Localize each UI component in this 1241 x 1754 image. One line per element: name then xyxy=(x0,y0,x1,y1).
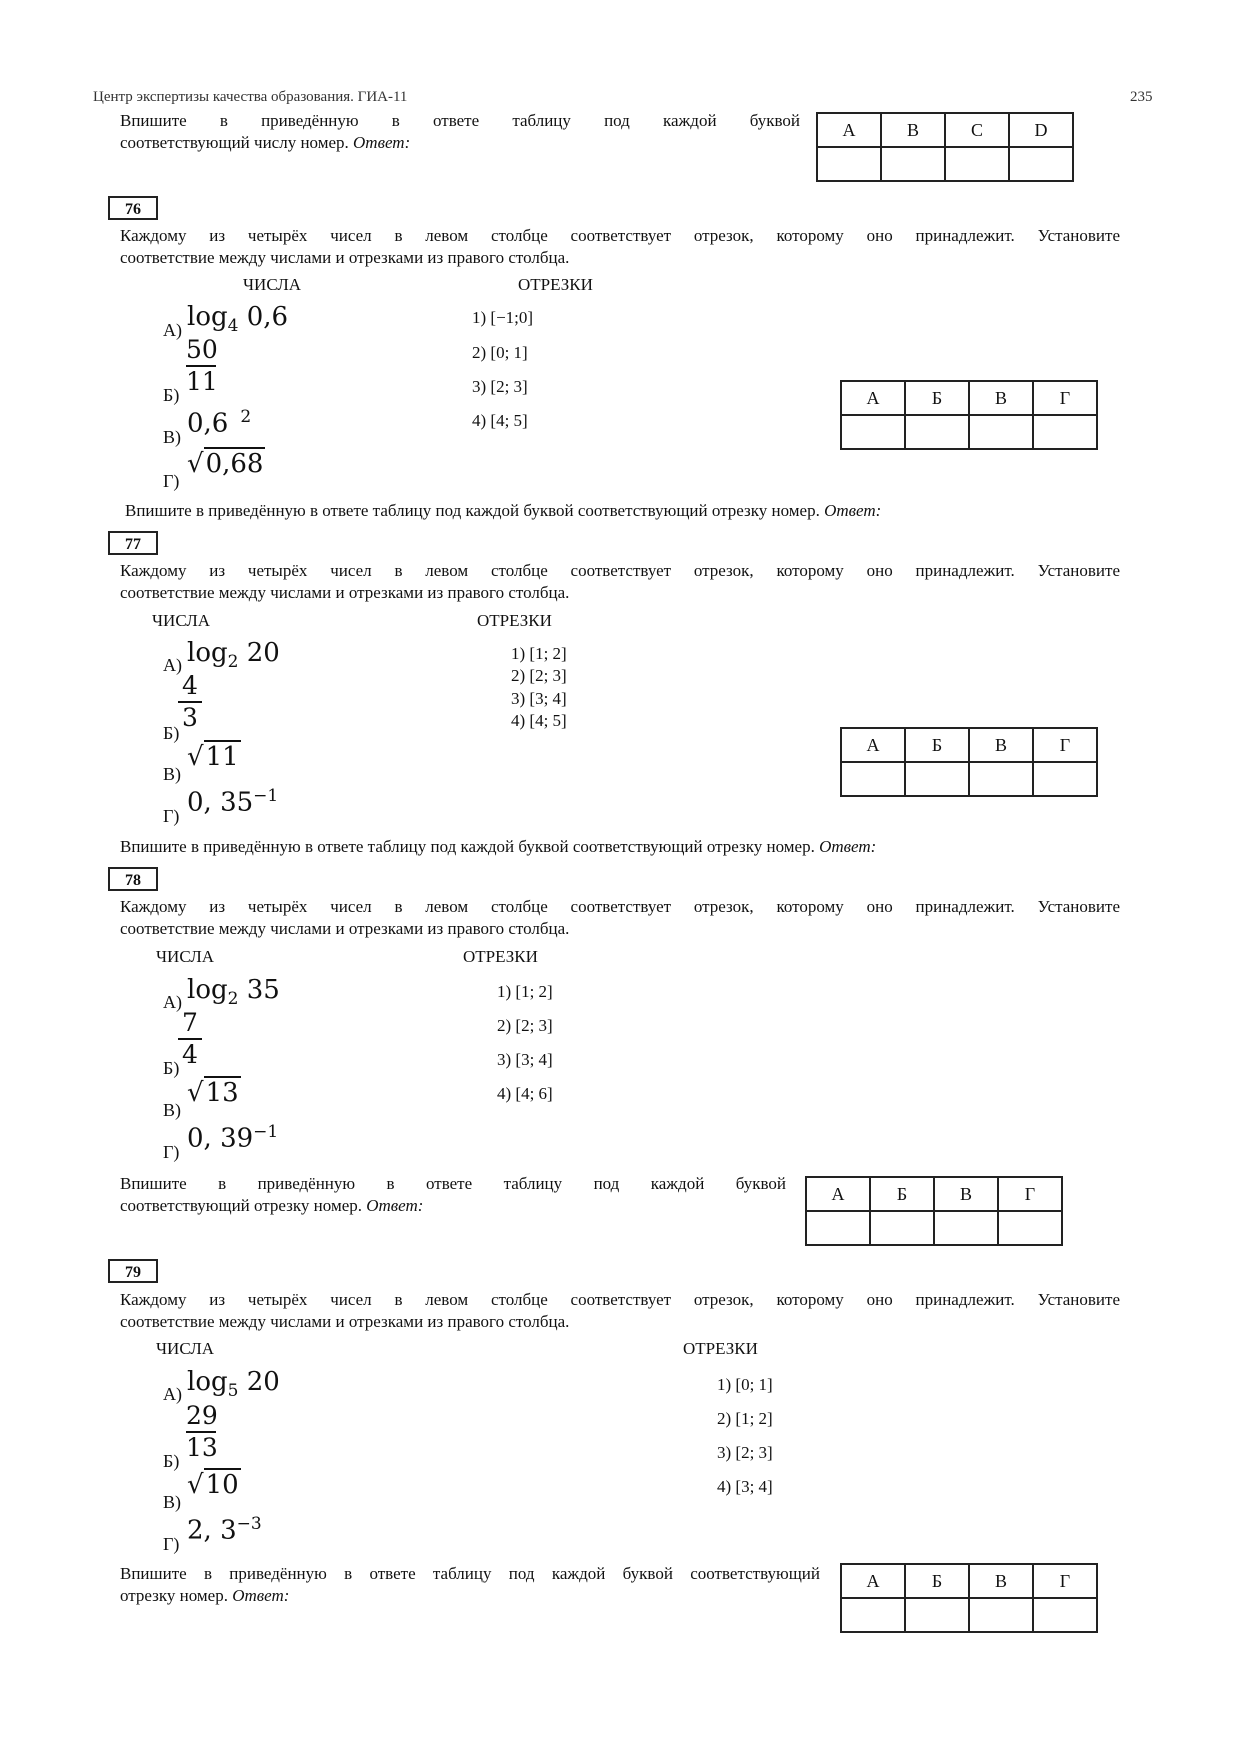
expression-g: 2, $3^{-3}$ xyxy=(187,1514,262,1546)
expression-b: $\frac{29}{13}$ xyxy=(186,1401,218,1462)
task-prompt-line1: Каждому из четырёх чисел в левом столбце соответствует отрезок, которому оно принадлежит. Установите xyxy=(120,226,1120,245)
running-header: Центр экспертизы качества образования. ГИА-11 xyxy=(93,89,408,105)
segment-option: 1) [−1;0] xyxy=(472,308,534,327)
answer-instruction: Впишите в приведённую в ответе таблицу под каждой буквой соответствующий отрезку номер. Ответ: xyxy=(120,837,877,856)
option-label-a: А) xyxy=(163,992,182,1012)
segment-option: 2) [2; 3] xyxy=(511,666,567,685)
answer-cell[interactable] xyxy=(1033,415,1097,449)
answer-letter: Г xyxy=(1033,728,1097,762)
segment-option: 1) [1; 2] xyxy=(497,982,553,1001)
answer-cell[interactable] xyxy=(905,1598,969,1632)
answer-letter: Б xyxy=(905,381,969,415)
answer-instruction: Впишите в приведённую в ответе таблицу под каждой буквой соответствующий отрезку номер. Ответ: xyxy=(125,501,882,520)
column-header-numbers: ЧИСЛА xyxy=(156,947,215,966)
answer-letter: Г xyxy=(1033,1564,1097,1598)
option-label-b: Б) xyxy=(163,1058,180,1078)
answer-instruction-line1: Впишите в приведённую в ответе таблицу под каждой буквой соответствующий xyxy=(120,1564,820,1583)
column-header-numbers: ЧИСЛА xyxy=(243,275,302,294)
answer-table-q76 xyxy=(840,380,1098,450)
answer-cell[interactable] xyxy=(905,415,969,449)
column-header-segments: ОТРЕЗКИ xyxy=(477,611,552,630)
answer-instruction-line2: отрезку номер. Ответ: xyxy=(120,1586,290,1605)
expression-b: $\frac{50}{11}$ xyxy=(186,335,218,396)
answer-letter: А xyxy=(841,1564,905,1598)
answer-cell[interactable] xyxy=(934,1211,998,1245)
segment-option: 4) [3; 4] xyxy=(717,1477,773,1496)
column-header-numbers: ЧИСЛА xyxy=(156,1339,215,1358)
segment-option: 2) [2; 3] xyxy=(497,1016,553,1035)
option-label-g: Г) xyxy=(163,1534,180,1554)
segment-option: 3) [3; 4] xyxy=(497,1050,553,1069)
intro-instruction-line2: соответствующий числу номер. Ответ: xyxy=(120,133,411,152)
answer-letter: В xyxy=(969,1564,1033,1598)
task-prompt-line2: соответствие между числами и отрезками из правого столбца. xyxy=(120,919,570,938)
answer-cell[interactable] xyxy=(945,147,1009,181)
answer-cell[interactable] xyxy=(969,762,1033,796)
intro-instruction-line1: Впишите в приведённую в ответе таблицу под каждой буквой xyxy=(120,111,800,130)
option-label-v: В) xyxy=(163,1100,181,1120)
segment-option: 2) [0; 1] xyxy=(472,343,528,362)
option-label-a: А) xyxy=(163,320,182,340)
expression-a: $\log_2 35$ xyxy=(187,975,280,1010)
answer-table-q75 xyxy=(816,112,1074,182)
answer-cell[interactable] xyxy=(1033,762,1097,796)
option-label-v: В) xyxy=(163,764,181,784)
expression-b: $\frac{4}{3}$ xyxy=(178,671,202,733)
expression-a: $\log_4 0,6$ xyxy=(187,302,289,337)
option-label-g: Г) xyxy=(163,806,180,826)
answer-letter: Г xyxy=(1033,381,1097,415)
answer-cell[interactable] xyxy=(841,762,905,796)
segment-option: 4) [4; 6] xyxy=(497,1084,553,1103)
answer-cell[interactable] xyxy=(1009,147,1073,181)
segment-option: 2) [1; 2] xyxy=(717,1409,773,1428)
task-prompt-line1: Каждому из четырёх чисел в левом столбце соответствует отрезок, которому оно принадлежит. Установите xyxy=(120,1290,1120,1309)
expression-v: 0,6 $^2$ xyxy=(187,407,252,439)
task-number-79: 79 xyxy=(108,1259,158,1283)
answer-letter: В xyxy=(969,381,1033,415)
answer-letter: A xyxy=(817,113,881,147)
answer-table-q79 xyxy=(840,1563,1098,1633)
answer-cell[interactable] xyxy=(881,147,945,181)
column-header-segments: ОТРЕЗКИ xyxy=(463,947,538,966)
answer-cell[interactable] xyxy=(841,415,905,449)
answer-cell[interactable] xyxy=(998,1211,1062,1245)
answer-letter: А xyxy=(841,381,905,415)
expression-v: √10 xyxy=(187,1470,239,1500)
answer-cell[interactable] xyxy=(969,415,1033,449)
option-label-b: Б) xyxy=(163,723,180,743)
answer-instruction-line2: соответствующий отрезку номер. Ответ: xyxy=(120,1196,424,1215)
answer-instruction-line1: Впишите в приведённую в ответе таблицу под каждой буквой xyxy=(120,1174,786,1193)
expression-a: $\log_2 20$ xyxy=(187,638,280,673)
task-prompt-line2: соответствие между числами и отрезками из правого столбца. xyxy=(120,583,570,602)
answer-table-q77 xyxy=(840,727,1098,797)
segment-option: 3) [2; 3] xyxy=(717,1443,773,1462)
task-prompt-line2: соответствие между числами и отрезками из правого столбца. xyxy=(120,248,570,267)
segment-option: 4) [4; 5] xyxy=(472,411,528,430)
option-label-v: В) xyxy=(163,1492,181,1512)
task-prompt-line2: соответствие между числами и отрезками из правого столбца. xyxy=(120,1312,570,1331)
answer-cell[interactable] xyxy=(969,1598,1033,1632)
option-label-b: Б) xyxy=(163,385,180,405)
page-number: 235 xyxy=(1130,89,1153,105)
answer-letter: D xyxy=(1009,113,1073,147)
expression-a: $\log_5 20$ xyxy=(187,1367,280,1402)
option-label-v: В) xyxy=(163,427,181,447)
option-label-a: А) xyxy=(163,655,182,675)
option-label-a: А) xyxy=(163,1384,182,1404)
answer-cell[interactable] xyxy=(1033,1598,1097,1632)
answer-letter: А xyxy=(841,728,905,762)
task-number-76: 76 xyxy=(108,196,158,220)
answer-cell[interactable] xyxy=(841,1598,905,1632)
expression-v: √13 xyxy=(187,1078,239,1108)
segment-option: 3) [3; 4] xyxy=(511,689,567,708)
expression-g: 0, $35^{-1}$ xyxy=(187,786,279,818)
answer-cell[interactable] xyxy=(905,762,969,796)
answer-table-q78 xyxy=(805,1176,1063,1246)
answer-letter: Б xyxy=(870,1177,934,1211)
column-header-segments: ОТРЕЗКИ xyxy=(518,275,593,294)
answer-letter: Б xyxy=(905,1564,969,1598)
task-prompt-line1: Каждому из четырёх чисел в левом столбце соответствует отрезок, которому оно принадлежит. Установите xyxy=(120,897,1120,916)
column-header-segments: ОТРЕЗКИ xyxy=(683,1339,758,1358)
task-number-77: 77 xyxy=(108,531,158,555)
expression-g: √0,68 xyxy=(187,449,264,479)
task-number-78: 78 xyxy=(108,867,158,891)
answer-cell[interactable] xyxy=(870,1211,934,1245)
answer-letter: В xyxy=(934,1177,998,1211)
option-label-b: Б) xyxy=(163,1451,180,1471)
expression-b: $\frac{7}{4}$ xyxy=(178,1008,202,1070)
answer-letter: А xyxy=(806,1177,870,1211)
column-header-numbers: ЧИСЛА xyxy=(152,611,211,630)
answer-letter: Г xyxy=(998,1177,1062,1211)
answer-cell[interactable] xyxy=(817,147,881,181)
answer-letter: В xyxy=(969,728,1033,762)
answer-letter: C xyxy=(945,113,1009,147)
expression-g: 0, $39^{-1}$ xyxy=(187,1122,279,1154)
option-label-g: Г) xyxy=(163,1142,180,1162)
answer-cell[interactable] xyxy=(806,1211,870,1245)
segment-option: 1) [1; 2] xyxy=(511,644,567,663)
task-prompt-line1: Каждому из четырёх чисел в левом столбце соответствует отрезок, которому оно принадлежит. Установите xyxy=(120,561,1120,580)
segment-option: 4) [4; 5] xyxy=(511,711,567,730)
expression-v: √11 xyxy=(187,742,239,772)
option-label-g: Г) xyxy=(163,471,180,491)
answer-letter: B xyxy=(881,113,945,147)
segment-option: 1) [0; 1] xyxy=(717,1375,773,1394)
answer-letter: Б xyxy=(905,728,969,762)
segment-option: 3) [2; 3] xyxy=(472,377,528,396)
